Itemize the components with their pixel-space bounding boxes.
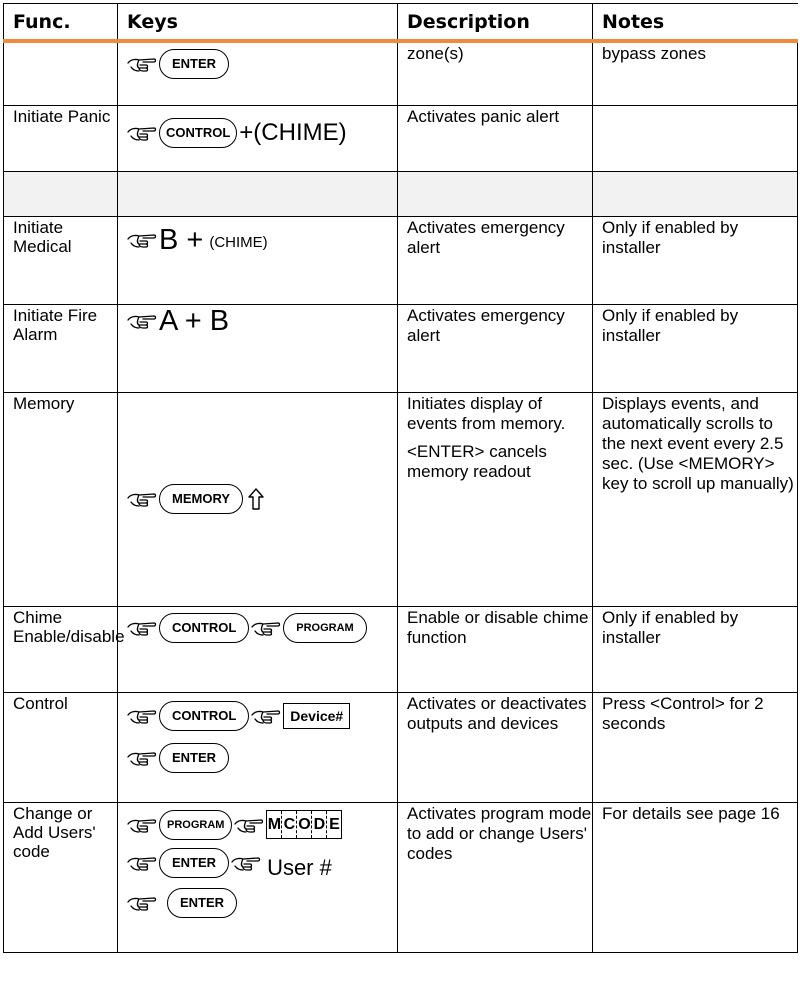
keys-cell — [118, 692, 398, 802]
enter-key: ENTER — [159, 743, 229, 773]
func-cell — [4, 41, 118, 105]
mcode-char: O — [297, 811, 312, 838]
func-cell: Memory — [4, 392, 118, 606]
control-key: CONTROL — [159, 701, 249, 731]
func-cell: Initiate Fire Alarm — [4, 304, 118, 392]
desc-cell: Enable or disable chime function — [398, 606, 593, 692]
desc-cell: Activates program mode to add or change Users' codes — [398, 802, 593, 952]
keys-cell — [118, 304, 398, 392]
keys-cell — [118, 392, 398, 606]
user-number-label: User # — [267, 854, 332, 880]
mcode-char: M — [267, 811, 282, 838]
plus-chime-label: +(CHIME) — [239, 118, 347, 146]
table-row — [4, 105, 798, 171]
notes-cell: Only if enabled by installer — [593, 304, 798, 392]
func-cell: Change or Add Users' code — [4, 802, 118, 952]
pointing-hand-icon — [127, 619, 157, 637]
func-cell — [4, 171, 118, 216]
arrow-up-icon — [248, 488, 264, 510]
keys-cell — [118, 802, 398, 952]
pointing-hand-icon — [251, 619, 281, 637]
notes-cell: Only if enabled by installer — [593, 606, 798, 692]
device-number-key: Device# — [283, 703, 350, 729]
function-table — [3, 3, 798, 953]
table-row — [4, 171, 798, 216]
keys-cell — [118, 41, 398, 105]
b-plus-label: B + — [159, 223, 204, 256]
desc-cell: Activates emergency alert — [398, 304, 593, 392]
func-cell: Control — [4, 692, 118, 802]
chime-small-label: (CHIME) — [209, 233, 268, 251]
pointing-hand-icon — [127, 749, 157, 767]
desc-cell: Activates emergency alert — [398, 216, 593, 304]
header-description: Description — [398, 4, 593, 42]
desc-cell: Activates or deactivates outputs and devices — [398, 692, 593, 802]
enter-key: ENTER — [159, 49, 229, 79]
master-code-box — [266, 810, 342, 839]
pointing-hand-icon — [234, 816, 264, 834]
mcode-char: C — [282, 811, 297, 838]
a-plus-b-label: A + B — [159, 304, 230, 337]
table-row — [4, 41, 798, 105]
mcode-char: E — [329, 815, 340, 833]
table-row — [4, 606, 798, 692]
pointing-hand-icon — [231, 854, 261, 872]
notes-cell: Displays events, and automatically scrolls to the next event every 2.5 sec. (Use <MEMORY> key to scroll up manually) — [593, 392, 798, 606]
pointing-hand-icon — [251, 707, 281, 725]
enter-key: ENTER — [159, 848, 229, 878]
mcode-char: D — [312, 811, 327, 838]
pointing-hand-icon — [127, 894, 157, 912]
pointing-hand-icon — [127, 707, 157, 725]
keys-cell — [118, 171, 398, 216]
desc-text-2: <ENTER> cancels memory readout — [407, 441, 547, 481]
control-key: CONTROL — [159, 118, 237, 148]
notes-cell: For details see page 16 — [593, 802, 798, 952]
table-row — [4, 216, 798, 304]
notes-cell: Only if enabled by installer — [593, 216, 798, 304]
keys-cell — [118, 216, 398, 304]
program-key: PROGRAM — [283, 613, 366, 643]
pointing-hand-icon — [127, 124, 157, 142]
keys-cell — [118, 105, 398, 171]
pointing-hand-icon — [127, 816, 157, 834]
desc-text: Initiates display of events from memory. — [407, 393, 566, 433]
notes-cell: bypass zones — [593, 41, 798, 105]
enter-key: ENTER — [167, 888, 237, 918]
func-cell: Initiate Medical — [4, 216, 118, 304]
pointing-hand-icon — [127, 55, 157, 73]
table-row — [4, 802, 798, 952]
memory-key: MEMORY — [159, 484, 243, 514]
notes-cell — [593, 171, 798, 216]
header-keys: Keys — [118, 4, 398, 42]
table-row — [4, 692, 798, 802]
header-func: Func. — [4, 4, 118, 42]
func-cell: Chime Enable/disable — [4, 606, 118, 692]
pointing-hand-icon — [127, 231, 157, 249]
desc-cell — [398, 171, 593, 216]
desc-cell — [398, 392, 593, 606]
header-row — [4, 4, 798, 42]
pointing-hand-icon — [127, 490, 157, 508]
desc-cell: zone(s) — [398, 41, 593, 105]
header-notes: Notes — [593, 4, 798, 42]
control-key: CONTROL — [159, 613, 249, 643]
notes-cell: Press <Control> for 2 seconds — [593, 692, 798, 802]
program-key: PROGRAM — [159, 810, 232, 840]
notes-cell — [593, 105, 798, 171]
keys-cell — [118, 606, 398, 692]
func-cell: Initiate Panic — [4, 105, 118, 171]
desc-cell: Activates panic alert — [398, 105, 593, 171]
pointing-hand-icon — [127, 312, 157, 330]
table-row — [4, 392, 798, 606]
table-row — [4, 304, 798, 392]
pointing-hand-icon — [127, 854, 157, 872]
